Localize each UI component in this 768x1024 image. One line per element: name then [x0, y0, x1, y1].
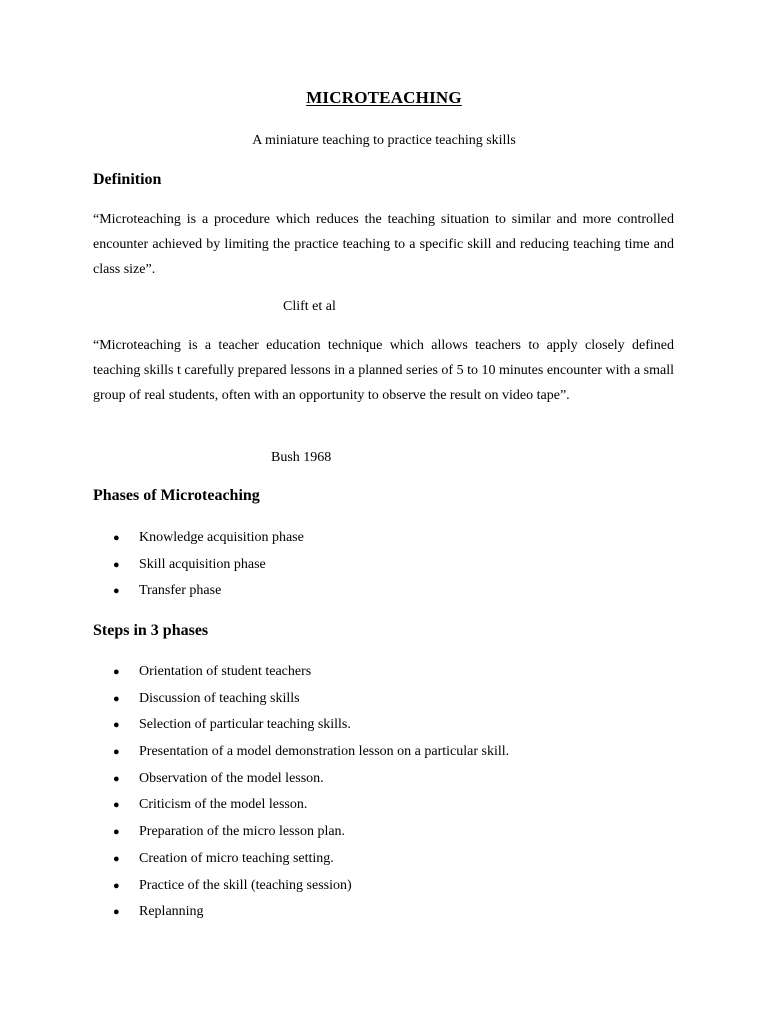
list-item-text: Observation of the model lesson. [139, 770, 324, 786]
document-subtitle: A miniature teaching to practice teaching skills [252, 133, 516, 148]
list-item-text: Practice of the skill (teaching session) [139, 877, 352, 893]
bullet-icon: ● [113, 666, 120, 678]
list-item-text: Selection of particular teaching skills. [139, 717, 351, 733]
list-item [93, 899, 674, 926]
list-item [93, 739, 674, 766]
list-item-text: Presentation of a model demonstration lesson on a particular skill. [139, 744, 510, 760]
bullet-icon: ● [113, 719, 120, 732]
list-item [93, 873, 674, 900]
citation-1: Clift et al [283, 299, 336, 314]
list-item-text: Replanning [139, 904, 204, 920]
list-item-text: Skill acquisition phase [139, 556, 266, 572]
bullet-icon: ● [113, 558, 120, 571]
document-title: MICROTEACHING [306, 88, 462, 107]
definition-quote-2: “Microteaching is a teacher education technique which allows teachers to apply closely defined teaching skills t carefully prepared lessons in a planned series of 5 to 10 minutes encounter with a small group of real students, often with an opportunity to observe the result on video tape”. [93, 338, 674, 403]
bullet-icon: ● [113, 746, 120, 759]
bullet-icon: ● [113, 799, 120, 812]
list-item [93, 659, 674, 686]
bullet-icon: ● [113, 906, 120, 919]
list-item [93, 819, 674, 846]
list-item [93, 792, 674, 819]
list-item-text: Creation of micro teaching setting. [139, 850, 334, 866]
list-item-text: Preparation of the micro lesson plan. [139, 824, 346, 840]
list-item [93, 525, 674, 552]
list-item-text: Knowledge acquisition phase [139, 530, 304, 545]
phases-heading: Phases of Microteaching [93, 487, 260, 504]
bullet-icon: ● [113, 692, 120, 705]
phases-list [93, 525, 674, 605]
list-item-text: Criticism of the model lesson. [139, 797, 308, 813]
list-item-text: Orientation of student teachers [139, 664, 312, 679]
bullet-icon: ● [113, 532, 120, 544]
list-item [93, 712, 674, 739]
definition-quote-1: “Microteaching is a procedure which reduces the teaching situation to similar and more controlled encounter achieved by limiting the practice teaching to a specific skill and reducing teaching time and class size”. [93, 212, 674, 277]
bullet-icon: ● [113, 772, 120, 785]
bullet-icon: ● [113, 826, 120, 839]
list-item [93, 846, 674, 873]
bullet-icon: ● [113, 585, 120, 598]
list-item [93, 686, 674, 713]
citation-2: Bush 1968 [271, 450, 332, 465]
steps-heading: Steps in 3 phases [93, 622, 209, 639]
list-item [93, 552, 674, 579]
list-item [93, 766, 674, 793]
list-item [93, 578, 674, 605]
list-item-text: Transfer phase [139, 583, 222, 599]
list-item-text: Discussion of teaching skills [139, 690, 300, 706]
bullet-icon: ● [113, 852, 120, 865]
bullet-icon: ● [113, 879, 120, 892]
steps-list [93, 659, 674, 926]
definition-heading: Definition [93, 171, 162, 188]
